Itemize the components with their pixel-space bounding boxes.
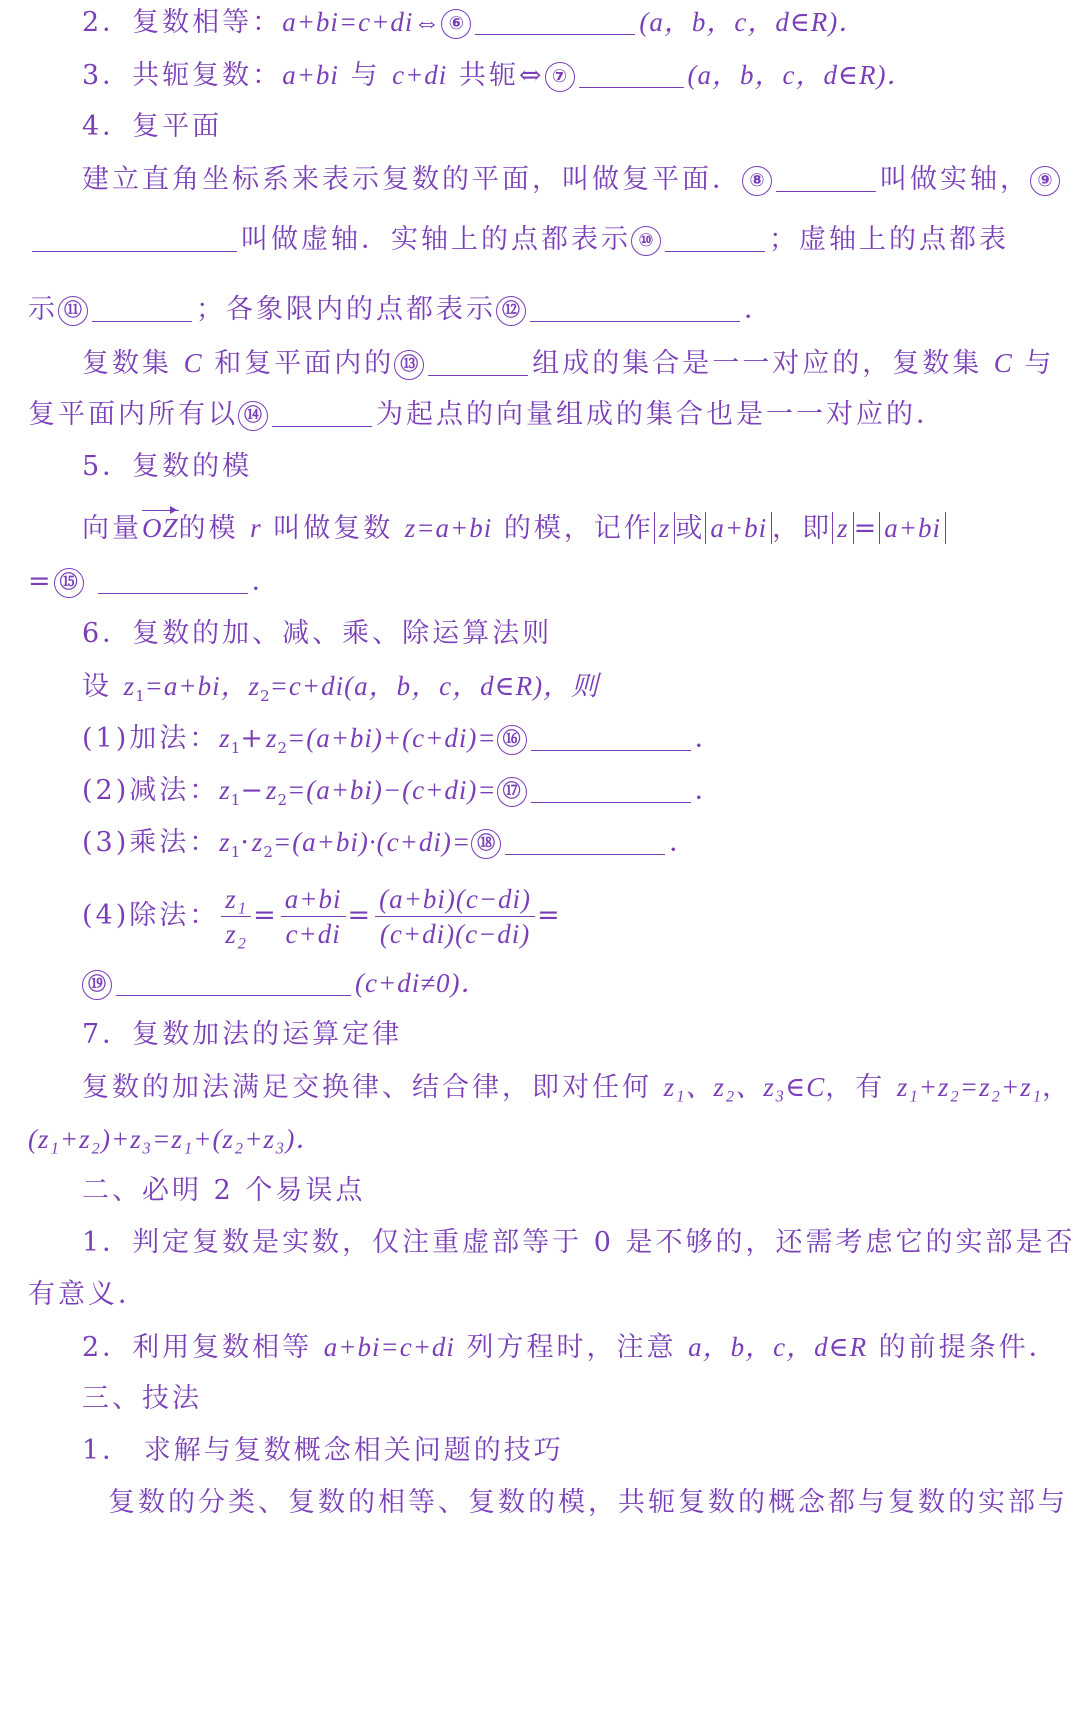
text: 2．利用复数相等 <box>82 1332 324 1363</box>
text: ． <box>251 566 282 597</box>
text: ；虚轴上的点都表 <box>769 224 1009 255</box>
text: 与 <box>1012 348 1055 379</box>
abs-z: z <box>654 512 676 544</box>
heading-operations <box>82 614 552 654</box>
equals: = <box>853 513 880 544</box>
section-heading: 7．复数加法的运算定律 <box>82 1019 403 1050</box>
blank-number: ⑪ <box>58 296 88 326</box>
blank-number: ⑰ <box>497 777 527 807</box>
vector-oz: OZ <box>142 508 179 548</box>
text: 叫做复数 <box>261 513 405 544</box>
text: 复数的加法满足交换律、结合律，即对任何 <box>82 1072 664 1103</box>
blank-number: ⑦ <box>545 62 575 92</box>
text: 复平面内所有以 <box>28 399 238 430</box>
var-z: z <box>248 671 261 701</box>
line-addition <box>82 718 725 758</box>
condition: (a，b，c，d∈R)，则 <box>344 671 600 701</box>
text: 建立直角坐标系来表示复数的平面，叫做复平面． <box>82 164 742 195</box>
item-label: 2．复数相等： <box>82 7 283 38</box>
line-correspondence-2 <box>28 395 946 435</box>
heading-technique-1 <box>82 1431 564 1471</box>
text: ． <box>669 827 700 858</box>
denominator: c+di <box>285 918 341 949</box>
fill-blank <box>272 396 372 427</box>
var-z: z <box>219 827 231 857</box>
fill-blank <box>475 4 635 35</box>
text: ． <box>694 775 725 806</box>
subscript: 1 <box>135 687 145 705</box>
formula: =a+bi， <box>144 671 249 701</box>
formula: z₁、z₂、z₃∈C <box>663 1072 826 1102</box>
fill-blank <box>776 161 876 192</box>
text: 有意义． <box>28 1279 148 1310</box>
var-z: z <box>219 775 231 805</box>
text: 列方程时，注意 <box>454 1332 689 1363</box>
blank-number: ⑮ <box>54 568 84 598</box>
condition: (c+di≠0)． <box>355 968 489 998</box>
denominator: z₂ <box>225 918 248 949</box>
line-associative <box>28 1119 323 1159</box>
abs-z: z <box>832 512 854 544</box>
text: 复数的分类、复数的相等、复数的模，共轭复数的概念都与复数的实部与 <box>108 1487 1068 1518</box>
subscript: 2 <box>263 843 273 861</box>
formula: c+di <box>392 60 448 90</box>
fill-blank <box>32 221 237 252</box>
line-pitfall-2 <box>82 1327 1059 1367</box>
text: 的前提条件． <box>867 1332 1059 1363</box>
line-subtraction <box>82 770 725 810</box>
denominator: (c+di)(c−di) <box>379 918 531 949</box>
condition: (a，b，c，d∈R)． <box>687 60 915 90</box>
line-multiplication <box>82 822 699 862</box>
blank-number: ⑨ <box>1030 166 1060 196</box>
section-heading: 三、技法 <box>82 1383 202 1414</box>
text: 为起点的向量组成的集合也是一一对应的． <box>376 399 946 430</box>
line-division <box>82 880 563 952</box>
formula: =(a+bi)·(c+di)= <box>272 827 472 857</box>
formula: =(a+bi)−(c+di)= <box>287 775 497 805</box>
var-z: z <box>219 723 231 753</box>
fraction-conjugate <box>375 882 535 951</box>
section-heading: 二、必明 2 个易误点 <box>82 1175 366 1206</box>
formula: a+bi=c+di <box>323 1332 455 1362</box>
blank-number: ⑩ <box>631 226 661 256</box>
formula: z=a+bi <box>404 513 493 543</box>
line-addition-laws <box>82 1067 1072 1107</box>
text: 的模，记作 <box>492 513 654 544</box>
text: ，即 <box>772 513 833 544</box>
line-let-z <box>82 666 599 706</box>
text: ，有 <box>825 1072 897 1103</box>
formula: =(a+bi)+(c+di)= <box>287 723 497 753</box>
text: 复数集 <box>82 348 184 379</box>
formula: z₁+z₂=z₂+z₁ <box>896 1072 1043 1102</box>
fill-blank <box>530 291 740 322</box>
symbol-r: r <box>250 513 262 543</box>
fraction-a-bi <box>281 882 346 951</box>
equals: = <box>28 566 54 597</box>
text: ， <box>1042 1072 1073 1103</box>
equals: = <box>347 900 374 931</box>
formula: (z₁+z₂)+z₃=z₁+(z₂+z₃)． <box>28 1124 324 1154</box>
line-complex-plane-def <box>82 160 1060 200</box>
text: 组成的集合是一一对应的，复数集 <box>532 348 994 379</box>
fill-blank <box>116 965 351 996</box>
text: ． <box>744 294 774 325</box>
section-heading: 6．复数的加、减、乘、除运算法则 <box>82 618 553 649</box>
operator: · <box>240 827 252 858</box>
blank-number: ⑥ <box>441 9 471 39</box>
symbol-C: C <box>993 348 1013 378</box>
line-complex-equality <box>82 2 866 42</box>
numerator: z₁ <box>221 882 251 917</box>
formula: =c+di <box>269 671 345 701</box>
operator: − <box>240 775 266 806</box>
text: 的模 <box>178 513 251 544</box>
numerator: a+bi <box>281 882 346 917</box>
text: 叫做虚轴．实轴上的点都表示 <box>241 224 631 255</box>
var-z: z <box>265 775 278 805</box>
line-axes <box>28 220 1009 260</box>
heading-techniques <box>82 1379 202 1419</box>
fill-blank <box>579 57 684 88</box>
op-label: (1)加法： <box>82 723 220 754</box>
blank-number: ⑯ <box>497 725 527 755</box>
subscript: 1 <box>230 791 241 809</box>
fill-blank <box>505 824 665 855</box>
text: ． <box>694 723 725 754</box>
line-modulus-def <box>82 508 946 548</box>
text: 叫做实轴， <box>880 164 1030 195</box>
equals: = <box>253 900 279 931</box>
var-z: z <box>123 671 136 701</box>
text: 和复平面内的 <box>202 348 395 379</box>
subscript: 2 <box>277 739 287 757</box>
section-heading: 4．复平面 <box>82 111 223 142</box>
fill-blank <box>531 720 691 751</box>
blank-number: ⑭ <box>238 401 268 431</box>
subscript: 1 <box>230 739 241 757</box>
text: 1．判定复数是实数，仅注重虚部等于 0 是不够的，还需考虑它的实部是否 <box>82 1227 1076 1258</box>
heading-complex-plane <box>82 107 222 147</box>
subscript: 1 <box>230 843 241 861</box>
fill-blank <box>428 345 528 376</box>
var-z: z <box>251 827 264 857</box>
condition: a，b，c，d∈R <box>688 1332 868 1362</box>
line-quadrants <box>28 290 774 330</box>
formula: a+bi=c+di⇔ <box>282 7 442 37</box>
blank-number: ⑱ <box>471 829 501 859</box>
text: 向量 <box>82 513 142 544</box>
op-label: (2)减法： <box>82 775 220 806</box>
condition: (a，b，c，d∈R)． <box>639 7 867 37</box>
heading-modulus <box>82 447 252 487</box>
abs-a-bi: a+bi <box>879 512 946 544</box>
heading-pitfalls <box>82 1171 365 1211</box>
text: ；各象限内的点都表示 <box>196 294 496 325</box>
line-technique-1-body <box>108 1483 1068 1523</box>
subscript: 2 <box>260 687 270 705</box>
blank-number: ⑲ <box>82 970 112 1000</box>
op-label: (4)除法： <box>82 900 220 931</box>
operator: + <box>240 723 266 754</box>
blank-number: ⑫ <box>496 296 526 326</box>
text: 与 <box>338 60 393 91</box>
line-conjugate <box>82 55 914 95</box>
blank-number: ⑬ <box>394 350 424 380</box>
heading-addition-laws <box>82 1015 402 1055</box>
equals: = <box>537 900 563 931</box>
text: 或 <box>675 513 706 544</box>
text: 共轭⇔ <box>447 60 545 91</box>
section-heading: 5．复数的模 <box>82 451 253 482</box>
formula: a+bi <box>282 60 339 90</box>
fill-blank <box>92 291 192 322</box>
fill-blank <box>98 563 248 594</box>
fraction-z1-z2 <box>221 882 251 951</box>
symbol-C: C <box>183 348 203 378</box>
item-label: 3．共轭复数： <box>82 60 283 91</box>
fill-blank <box>665 221 765 252</box>
var-z: z <box>265 723 278 753</box>
numerator: (a+bi)(c−di) <box>375 882 535 917</box>
subscript: 2 <box>277 791 287 809</box>
op-label: (3)乘法： <box>82 827 220 858</box>
blank-number: ⑧ <box>742 166 772 196</box>
fill-blank <box>531 772 691 803</box>
line-division-blank <box>82 963 489 1003</box>
text: 设 <box>82 671 124 702</box>
line-pitfall-1-cont <box>28 1275 148 1315</box>
line-modulus-blank <box>28 562 282 602</box>
abs-a-bi: a+bi <box>705 512 772 544</box>
line-correspondence-1 <box>82 343 1054 383</box>
line-pitfall-1 <box>82 1223 1076 1263</box>
text: 示 <box>28 294 58 325</box>
section-heading: 1． 求解与复数概念相关问题的技巧 <box>82 1435 564 1466</box>
